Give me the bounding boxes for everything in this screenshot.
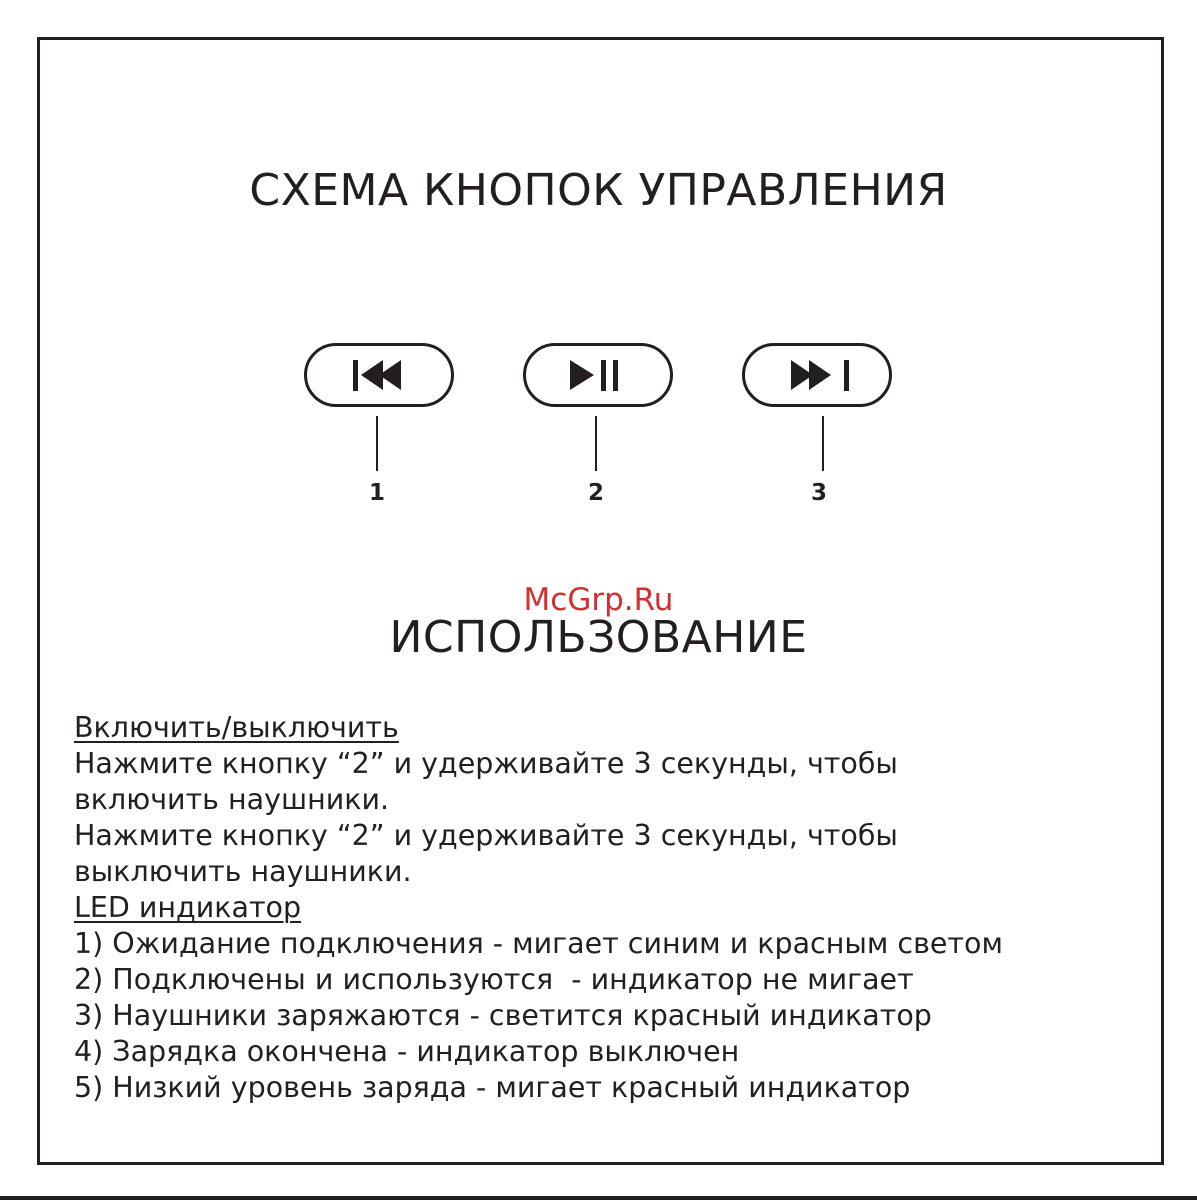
button-number-2: 2 (587, 480, 604, 506)
pointer-line-1 (376, 416, 378, 471)
button-number-1: 1 (368, 480, 385, 506)
button-number-3: 3 (810, 480, 827, 506)
button-diagram-3 (742, 340, 892, 510)
next-track-icon (745, 346, 889, 404)
next-button (742, 343, 892, 407)
power-line: включить наушники. (74, 783, 390, 816)
led-line: 5) Низкий уровень заряда - мигает красный индикатор (74, 1071, 911, 1104)
power-line: выключить наушники. (74, 855, 412, 888)
power-heading: Включить/выключить (74, 711, 399, 744)
led-line: 1) Ожидание подключения - мигает синим и красным светом (74, 927, 1003, 960)
led-line: 2) Подключены и используются - индикатор не мигает (74, 963, 914, 996)
page-title: СХЕМА КНОПОК УПРАВЛЕНИЯ (249, 165, 948, 216)
pointer-line-3 (822, 416, 824, 471)
led-line: 4) Зарядка окончена - индикатор выключен (74, 1035, 740, 1068)
bottom-rule (0, 1196, 1197, 1200)
watermark: McGrp.Ru (523, 582, 674, 618)
led-line: 3) Наушники заряжаются - светится красный индикатор (74, 999, 932, 1032)
instructions (74, 710, 1003, 1106)
previous-track-icon (307, 346, 451, 404)
button-diagram-2 (523, 340, 673, 510)
play-pause-icon (526, 346, 670, 404)
power-line: Нажмите кнопку “2” и удерживайте 3 секунды, чтобы (74, 819, 898, 852)
play-pause-button (523, 343, 673, 407)
previous-button (304, 343, 454, 407)
button-diagram-1 (304, 340, 454, 510)
pointer-line-2 (595, 416, 597, 471)
usage-title: ИСПОЛЬЗОВАНИЕ (389, 612, 808, 663)
power-line: Нажмите кнопку “2” и удерживайте 3 секунды, чтобы (74, 747, 898, 780)
led-heading: LED индикатор (74, 891, 302, 924)
